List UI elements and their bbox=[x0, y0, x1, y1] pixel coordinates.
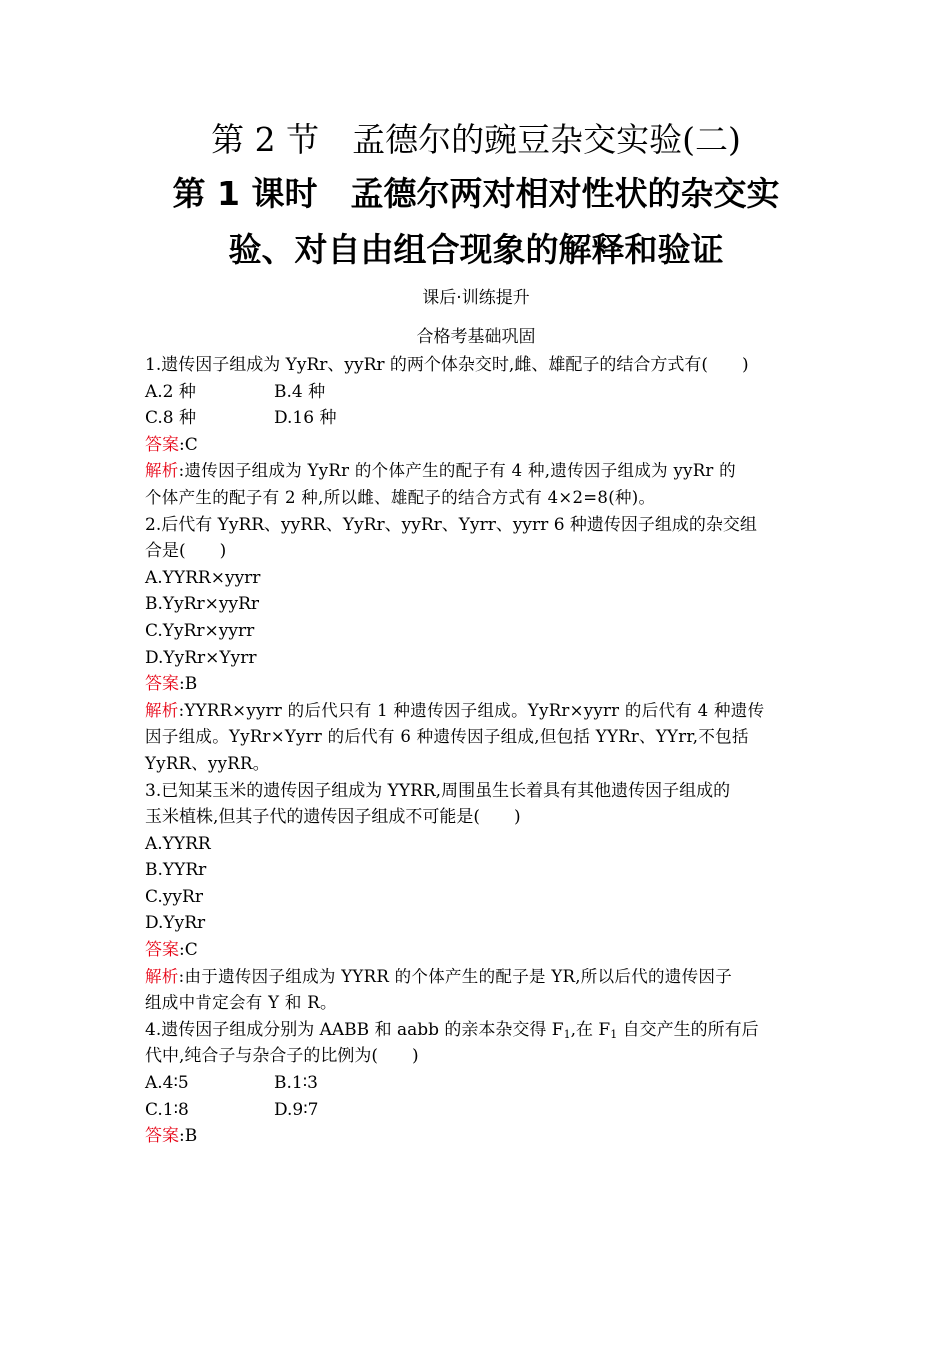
question-list bbox=[145, 352, 815, 1150]
q4-stem-part2: ,在 F bbox=[570, 1019, 611, 1040]
q4-answer bbox=[145, 1123, 815, 1150]
section-title: 第 2 节 孟德尔的豌豆杂交实验(二) bbox=[211, 120, 741, 159]
answer-label: 答案 bbox=[145, 434, 179, 455]
lesson-title-line1: 第 1 课时 孟德尔两对相对性状的杂交实 bbox=[172, 174, 780, 213]
q3-stem-line1: 3.已知某玉米的遗传因子组成为 YYRR,周围虽生长着具有其他遗传因子组成的 bbox=[145, 780, 731, 801]
q1-option-c: C.8 种 bbox=[145, 408, 197, 429]
q3-option-b: B.YYRr bbox=[145, 860, 207, 881]
q3-stem-line2: 玉米植株,但其子代的遗传因子组成不可能是( ) bbox=[145, 807, 521, 828]
q2-answer-value: :B bbox=[179, 674, 198, 695]
q3-answer bbox=[145, 937, 815, 964]
q2-explanation-line2: 因子组成。YyRr×Yyrr 的后代有 6 种遗传因子组成,但包括 YYRr、YYrr,不包括 bbox=[145, 727, 749, 747]
q4-option-a: A.4∶5 bbox=[145, 1073, 189, 1094]
q1-explanation-line1: :遗传因子组成为 YyRr 的个体产生的配子有 4 种,遗传因子组成为 yyRr 的 bbox=[178, 461, 736, 481]
q1-answer-value: :C bbox=[179, 434, 198, 455]
q4-subscript-2: 1 bbox=[610, 1027, 618, 1041]
q1-stem: 1.遗传因子组成为 YyRr、yyRr 的两个体杂交时,雌、雄配子的结合方式有( ) bbox=[145, 355, 749, 375]
q1-options-row2 bbox=[145, 405, 815, 432]
q2-option-c: C.YyRr×yyrr bbox=[145, 620, 255, 641]
q4-option-c: C.1∶8 bbox=[145, 1099, 189, 1120]
q2-stem-line1: 2.后代有 YyRR、yyRR、YyRr、yyRr、Yyrr、yyrr 6 种遗传因子组成的杂交组 bbox=[145, 514, 757, 535]
q3-explanation-line2: 组成中肯定会有 Y 和 R。 bbox=[145, 993, 337, 1013]
q2-answer bbox=[145, 671, 815, 698]
q4-options-row2 bbox=[145, 1097, 815, 1124]
q2-explanation-line3: YyRR、yyRR。 bbox=[145, 753, 270, 773]
section-heading: 课后·训练提升 bbox=[422, 288, 530, 308]
q1-option-a: A.2 种 bbox=[145, 381, 196, 402]
q2-stem-line2: 合是( ) bbox=[145, 541, 227, 562]
q3-option-a: A.YYRR bbox=[145, 833, 211, 854]
q3-explanation-line1: :由于遗传因子组成为 YYRR 的个体产生的配子是 YR,所以后代的遗传因子 bbox=[178, 966, 732, 986]
q2-option-b: B.YyRr×yyRr bbox=[145, 594, 260, 615]
answer-label: 答案 bbox=[145, 1126, 179, 1147]
q4-option-b: B.1∶3 bbox=[274, 1073, 318, 1094]
q4-stem-part3: 自交产生的所有后 bbox=[617, 1019, 759, 1040]
q4-option-d: D.9∶7 bbox=[274, 1099, 319, 1120]
q4-answer-value: :B bbox=[179, 1126, 198, 1147]
subsection-heading: 合格考基础巩固 bbox=[416, 327, 536, 347]
q4-options-row1 bbox=[145, 1070, 815, 1097]
q2-explanation-line1: :YYRR×yyrr 的后代只有 1 种遗传因子组成。YyRr×yyrr 的后代有 4 种遗传 bbox=[178, 700, 765, 720]
q3-explanation bbox=[145, 964, 815, 991]
q3-option-c: C.yyRr bbox=[145, 886, 203, 907]
q1-explanation bbox=[145, 458, 815, 485]
q4-stem-part1: 4.遗传因子组成分别为 AABB 和 aabb 的亲本杂交得 F bbox=[145, 1019, 564, 1040]
answer-label: 答案 bbox=[145, 674, 179, 695]
explanation-label: 解析 bbox=[145, 461, 179, 481]
q3-option-d: D.YyRr bbox=[145, 913, 206, 934]
q3-answer-value: :C bbox=[179, 940, 198, 961]
q2-explanation bbox=[145, 698, 815, 725]
q2-option-a: A.YYRR×yyrr bbox=[145, 567, 261, 588]
lesson-title-line2: 验、对自由组合现象的解释和验证 bbox=[228, 230, 724, 269]
q1-option-d: D.16 种 bbox=[274, 408, 337, 429]
q1-explanation-line2: 个体产生的配子有 2 种,所以雌、雄配子的结合方式有 4×2=8(种)。 bbox=[145, 487, 656, 507]
q4-stem-line2: 代中,纯合子与杂合子的比例为( ) bbox=[145, 1046, 419, 1067]
q1-answer bbox=[145, 432, 815, 459]
q4-subscript-1: 1 bbox=[563, 1027, 571, 1041]
explanation-label: 解析 bbox=[145, 700, 179, 720]
q1-options-row1 bbox=[145, 379, 815, 406]
answer-label: 答案 bbox=[145, 940, 179, 961]
q4-stem-line1 bbox=[145, 1017, 815, 1044]
q1-option-b: B.4 种 bbox=[274, 381, 326, 402]
explanation-label: 解析 bbox=[145, 966, 179, 986]
q2-option-d: D.YyRr×Yyrr bbox=[145, 647, 257, 668]
